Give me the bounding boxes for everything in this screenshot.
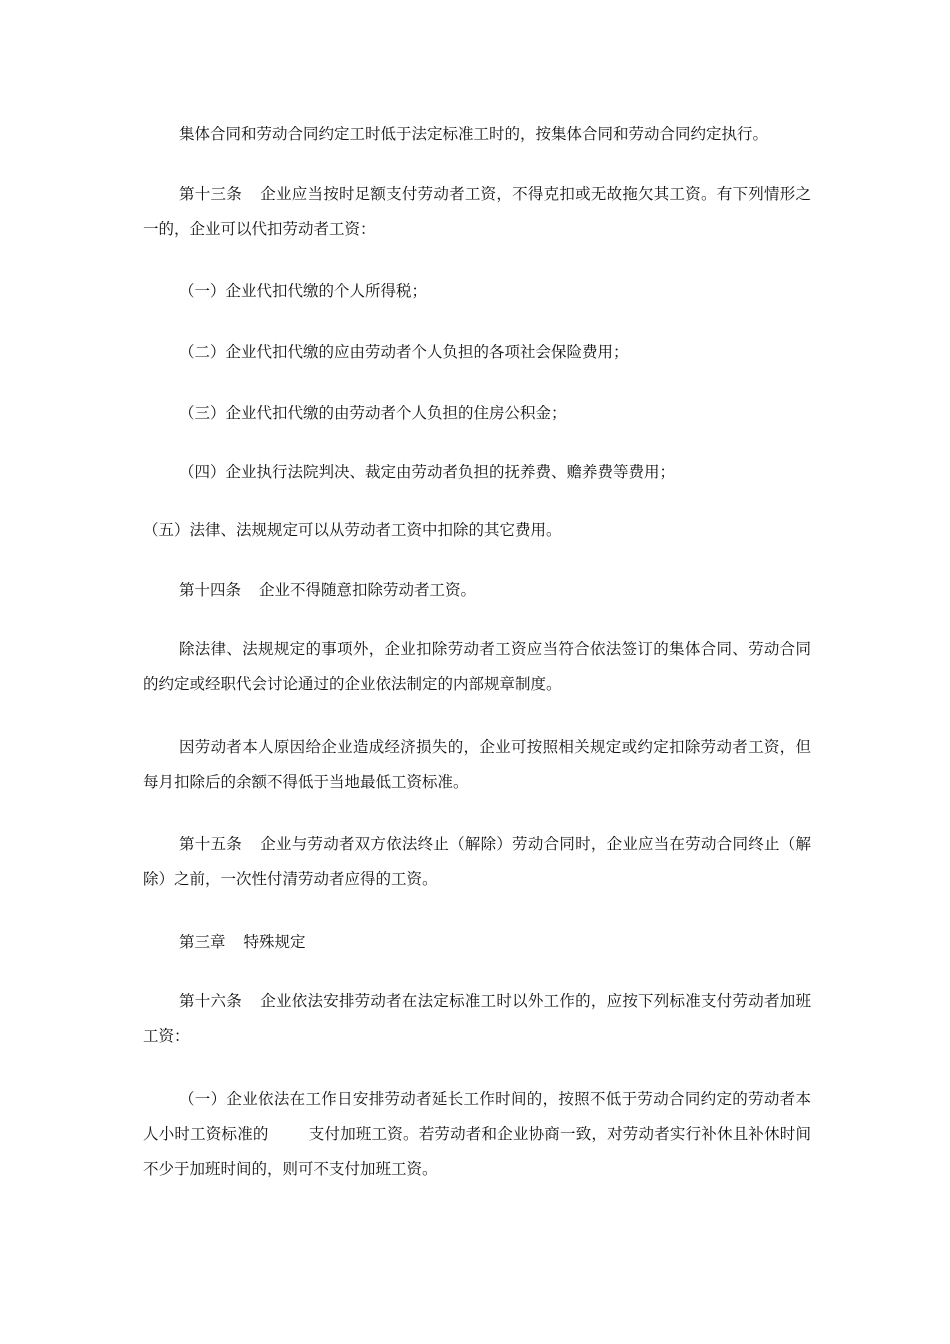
paragraph-collective-contract [143,117,811,152]
chapter-3-heading [143,925,811,960]
article-15 [143,827,811,897]
chapter-number: 第三章 [179,933,226,951]
list-item-3 [143,396,811,431]
paragraph-text: （一）企业代扣代缴的个人所得税； [179,282,428,300]
article-16-item-1 [143,1082,811,1187]
paragraph-text: 企业与劳动者双方依法终止（解除）劳动合同时，企业应当在劳动合同终止（解除）之前，一次性付清劳动者应得的工资。 [143,835,811,888]
paragraph-text: （一）企业依法在工作日安排劳动者延长工作时间的，按照不低于劳动合同约定的劳动者本人小时工资标准的 [143,1090,811,1143]
chapter-title: 特殊规定 [243,933,306,951]
article-heading: 第十五条 [179,835,242,853]
list-item-2 [143,335,811,370]
article-14 [143,573,811,608]
article-heading: 第十六条 [179,992,242,1010]
list-item-1 [143,274,811,309]
article-heading: 第十四条 [179,581,242,599]
paragraph-text: 企业依法安排劳动者在法定标准工时以外工作的，应按下列标准支付劳动者加班工资： [143,992,811,1045]
paragraph-text: （四）企业执行法院判决、裁定由劳动者负担的抚养费、赡养费等费用； [179,463,676,481]
paragraph-deduction-rules [143,632,811,702]
paragraph-text-continued: 支付加班工资。若劳动者和企业协商一致，对劳动者实行补休且补休时间不少于加班时间的，则可不支付加班工资。 [143,1125,811,1178]
list-item-5 [143,513,811,548]
paragraph-text: 企业不得随意扣除劳动者工资。 [259,581,477,599]
paragraph-text: （五）法律、法规规定可以从劳动者工资中扣除的其它费用。 [143,521,562,539]
paragraph-text: （三）企业代扣代缴的由劳动者个人负担的住房公积金； [179,404,567,422]
article-heading: 第十三条 [179,185,242,203]
article-16 [143,984,811,1054]
paragraph-text: 因劳动者本人原因给企业造成经济损失的，企业可按照相关规定或约定扣除劳动者工资，但每月扣除后的余额不得低于当地最低工资标准。 [143,738,811,791]
paragraph-economic-loss [143,730,811,800]
article-13 [143,177,811,247]
paragraph-text: 集体合同和劳动合同约定工时低于法定标准工时的，按集体合同和劳动合同约定执行。 [179,125,769,143]
paragraph-text: 除法律、法规规定的事项外，企业扣除劳动者工资应当符合依法签订的集体合同、劳动合同的约定或经职代会讨论通过的企业依法制定的内部规章制度。 [143,640,811,693]
paragraph-text: 企业应当按时足额支付劳动者工资，不得克扣或无故拖欠其工资。有下列情形之一的，企业可以代扣劳动者工资： [143,185,811,238]
paragraph-text: （二）企业代扣代缴的应由劳动者个人负担的各项社会保险费用； [179,343,629,361]
list-item-4 [143,455,811,490]
